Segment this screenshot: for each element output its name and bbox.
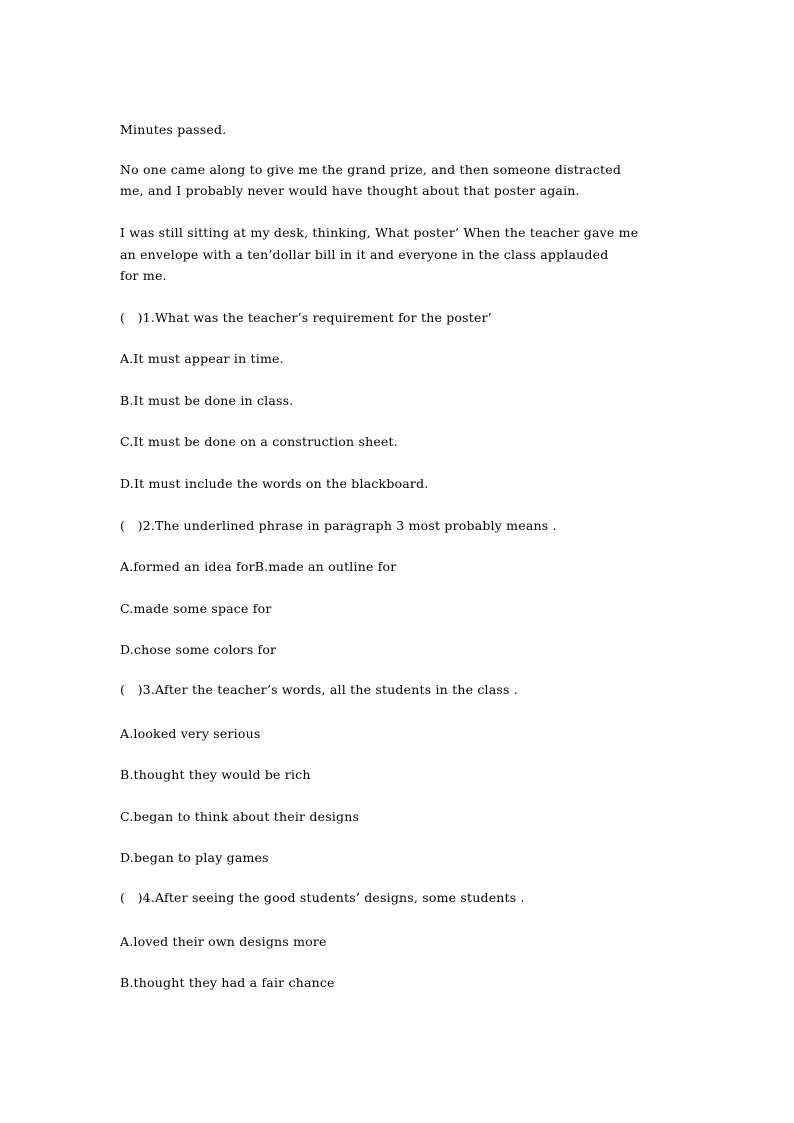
paragraph-line: for me.: [120, 268, 167, 283]
paragraph-line: I was still sitting at my desk, thinking, What poster’ When the teacher gave me: [120, 225, 639, 240]
question-option: B.It must be done in class.: [120, 393, 294, 408]
question-option: D.It must include the words on the blackboard.: [120, 476, 429, 491]
paragraph-line: me, and I probably never would have thought about that poster again.: [120, 183, 580, 198]
question-option: A.looked very serious: [120, 726, 261, 741]
question-option: C.made some space for: [120, 601, 272, 616]
question-option: A.formed an idea forB.made an outline for: [120, 559, 397, 574]
question-stem: ( )1.What was the teacher’s requirement for the poster’: [120, 310, 492, 325]
question-stem: ( )2.The underlined phrase in paragraph 3 most probably means .: [120, 518, 557, 533]
question-option: B.thought they had a fair chance: [120, 975, 335, 990]
question-option: C.It must be done on a construction sheet.: [120, 434, 398, 449]
paragraph-line: No one came along to give me the grand prize, and then someone distracted: [120, 162, 622, 177]
question-stem: ( )4.After seeing the good students’ designs, some students .: [120, 890, 525, 905]
question-option: D.began to play games: [120, 850, 269, 865]
question-option: D.chose some colors for: [120, 642, 277, 657]
question-stem: ( )3.After the teacher’s words, all the students in the class .: [120, 682, 518, 697]
paragraph-line: an envelope with a ten’dollar bill in it and everyone in the class applauded: [120, 247, 609, 262]
question-option: B.thought they would be rich: [120, 767, 311, 782]
question-option: A.It must appear in time.: [120, 351, 284, 366]
paragraph-line: Minutes passed.: [120, 122, 227, 137]
question-option: A.loved their own designs more: [120, 934, 327, 949]
question-option: C.began to think about their designs: [120, 809, 360, 824]
